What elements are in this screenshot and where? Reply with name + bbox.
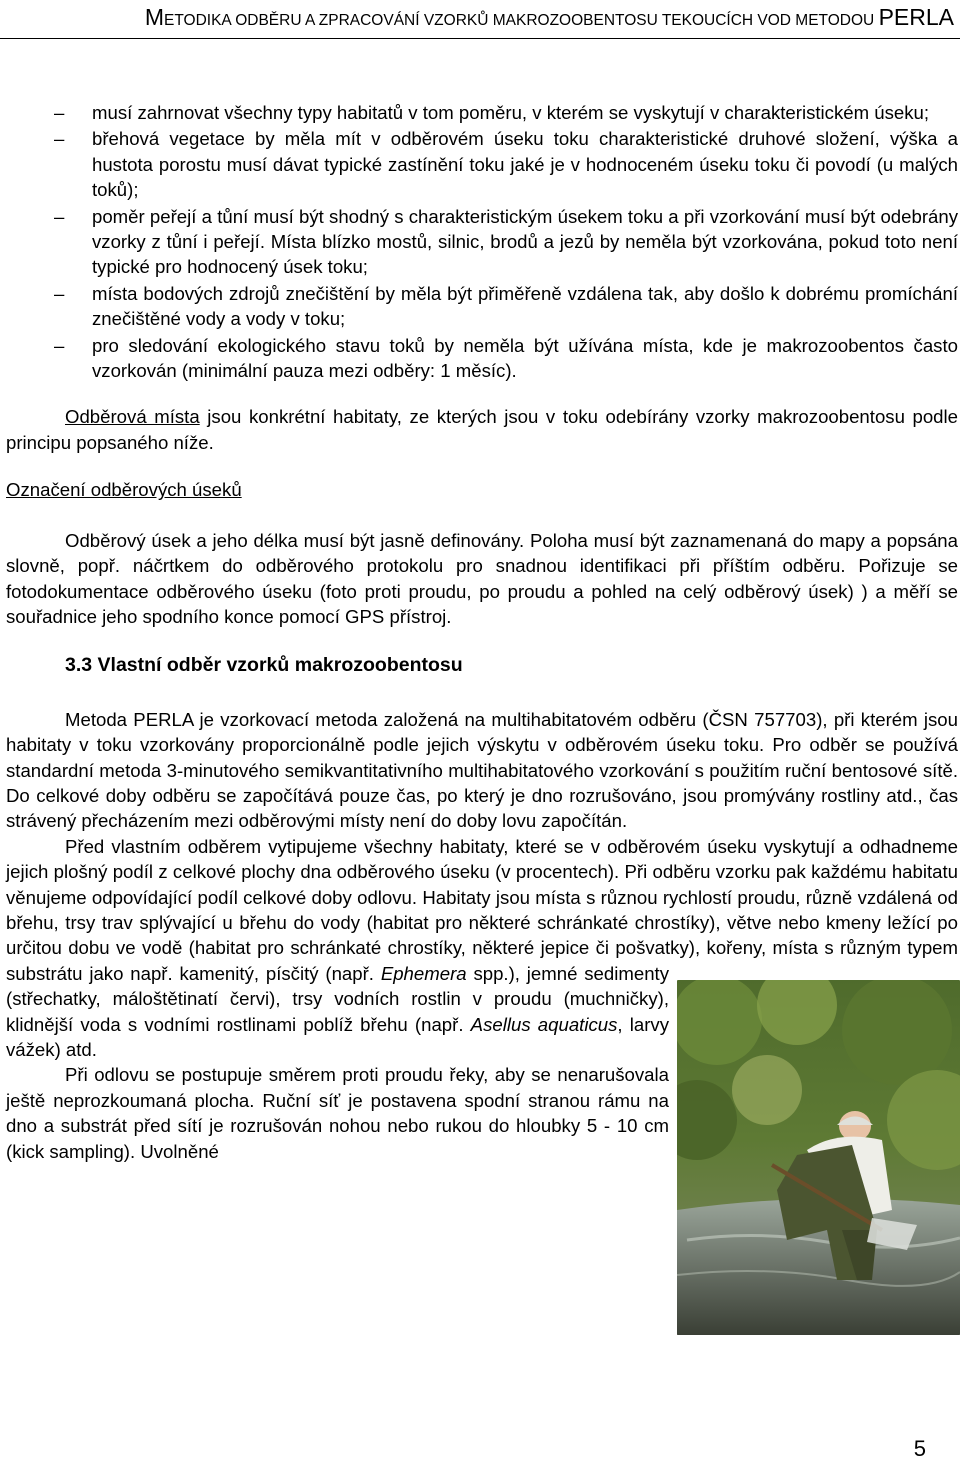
dash-marker: – — [54, 205, 65, 227]
criteria-list — [6, 100, 958, 383]
photo-kick-sampling — [677, 980, 960, 1335]
page-header — [0, 0, 960, 39]
list-item-text: poměr peřejí a tůní musí být shodný s charakteristickým úsekem toku a při vzorkování musí být odebrány vzorky z tůní i peřejí. Místa blízko mostů, silnic, brodů a jezů by neměla být vzorkována, pokud toto není typické pro hodnocený úsek toku; — [92, 205, 958, 278]
header-title-smallcaps: ETODIKA ODBĚRU A ZPRACOVÁNÍ VZORKŮ MAKROZOOBENTOSU TEKOUCÍCH VOD METODOU — [164, 12, 879, 29]
paragraph-text: spp.), jemné sedimenty (střechatky, máloštětinatí červi), trsy vodních rostlin v proudu (muchničky), klidnější voda s vodními rostlinami poblíž břehu (např. — [6, 962, 669, 1035]
list-item — [6, 204, 958, 280]
header-title-initial: M — [144, 4, 164, 30]
paragraph-sampling-sites — [6, 404, 958, 455]
subheading-marking — [6, 477, 958, 502]
list-item-text: musí zahrnovat všechny typy habitatů v tom poměru, v kterém se vyskytují v charakteristickém úseku; — [92, 102, 930, 123]
paragraph-text: Před vlastním odběrem vytipujeme všechny habitaty, které se v odběrovém úseku vyskytují a odhadneme jejich plošný podíl z celkové plochy dna odběrového úseku (v procentech). Při odběru vzorku pak každému habitatu věnujeme odpovídající podíl celkové doby odlovu. Habitaty jsou místa s různou rychlostí proudu, různě vzdálená od břehu, trsy trav splývající u břehu do vody (habitat pro některé schránkaté chrostíky), větve nebo kmeny ležící po určitou dobu ve vodě (habitat pro schránkaté chrostíky, některé jepice či pošvatky), kořeny, místa s různým typem substrátu jako např. kamenitý, písčitý (např. — [6, 835, 958, 984]
list-item — [6, 333, 958, 384]
section-title: 3.3 Vlastní odběr vzorků makrozoobentosu — [65, 654, 463, 677]
list-item-text: břehová vegetace by měla mít v odběrovém úseku toku charakteristické druhové složení, výška a hustota porostu musí dávat typické zastínění toku jaké je v hodnoceném úseku toku či povodí (u malých toků); — [92, 128, 958, 201]
paragraph-kick-sampling: Při odlovu se postupuje směrem proti proudu řeky, aby se nenarušovala ještě neprozkoumaná plocha. Ruční síť je postavena spodní stranou rámu na dno a substrát před sítí je rozrušován nohou nebo rukou do hloubky 5 - 10 cm (kick sampling). Uvolněné — [6, 1064, 669, 1162]
taxon-ephemera: Ephemera — [380, 962, 467, 984]
term-sampling-sites: Odběrová místa — [65, 406, 200, 428]
dash-marker: – — [54, 334, 65, 356]
list-item-text: místa bodových zdrojů znečištění by měla být přiměřeně vzdálena tak, aby došlo k dobrému promíchání znečištěné vody a vody v toku; — [92, 282, 958, 330]
header-title-perla: PERLA — [878, 4, 954, 30]
page-number: 5 — [913, 1436, 926, 1461]
paragraph-text: jsou konkrétní habitaty, ze kterých jsou v toku odebírány vzorky makrozoobentosu podle principu popsaného níže. — [6, 406, 958, 453]
taxon-asellus: Asellus aquaticus — [470, 1013, 618, 1035]
list-item — [6, 100, 958, 125]
list-item-text: pro sledování ekologického stavu toků by neměla být užívána místa, kde je makrozoobentos často vzorkován (minimální pauza mezi odběry: 1 měsíc). — [92, 334, 958, 382]
photo-image — [677, 980, 960, 1335]
paragraph-method: Metoda PERLA je vzorkovací metoda založená na multihabitatovém odběru (ČSN 757703), při kterém jsou habitaty v toku vzorkovány proporcionálně podle jejich výskytu v odběrovém úseku toku. Pro odběr se používá standardní metoda 3-minutového semikvantitativního multihabitatového vzorkování s použitím ruční bentosové sítě. Do celkové doby odběru se započítává pouze čas, po který je dno rozrušováno, jsou promývány rostliny atd., čas strávený přecházením mezi odběrovými místy není do doby lovu započítán. — [6, 708, 958, 832]
list-item — [6, 126, 958, 202]
dash-marker: – — [54, 102, 65, 123]
dash-marker: – — [54, 282, 65, 304]
header-title — [145, 3, 954, 35]
paragraph-marking: Odběrový úsek a jeho délka musí být jasně definovány. Poloha musí být zaznamenaná do mapy a popsána slovně, popř. náčrtkem do odběrového protokolu pro snadnou identifikaci při příštím odběru. Pořizuje se fotodokumentace odběrového úseku (foto proti proudu, po proudu a pohled na celý odběrový úsek) ) a měří se souřadnice jeho spodního konce pomocí GPS přístroj. — [6, 529, 958, 627]
list-item — [6, 281, 958, 332]
dash-marker: – — [54, 128, 65, 150]
subheading-text: Označení odběrových úseků — [6, 479, 242, 501]
paragraph-text: , larvy vážek) atd. — [6, 1013, 669, 1060]
